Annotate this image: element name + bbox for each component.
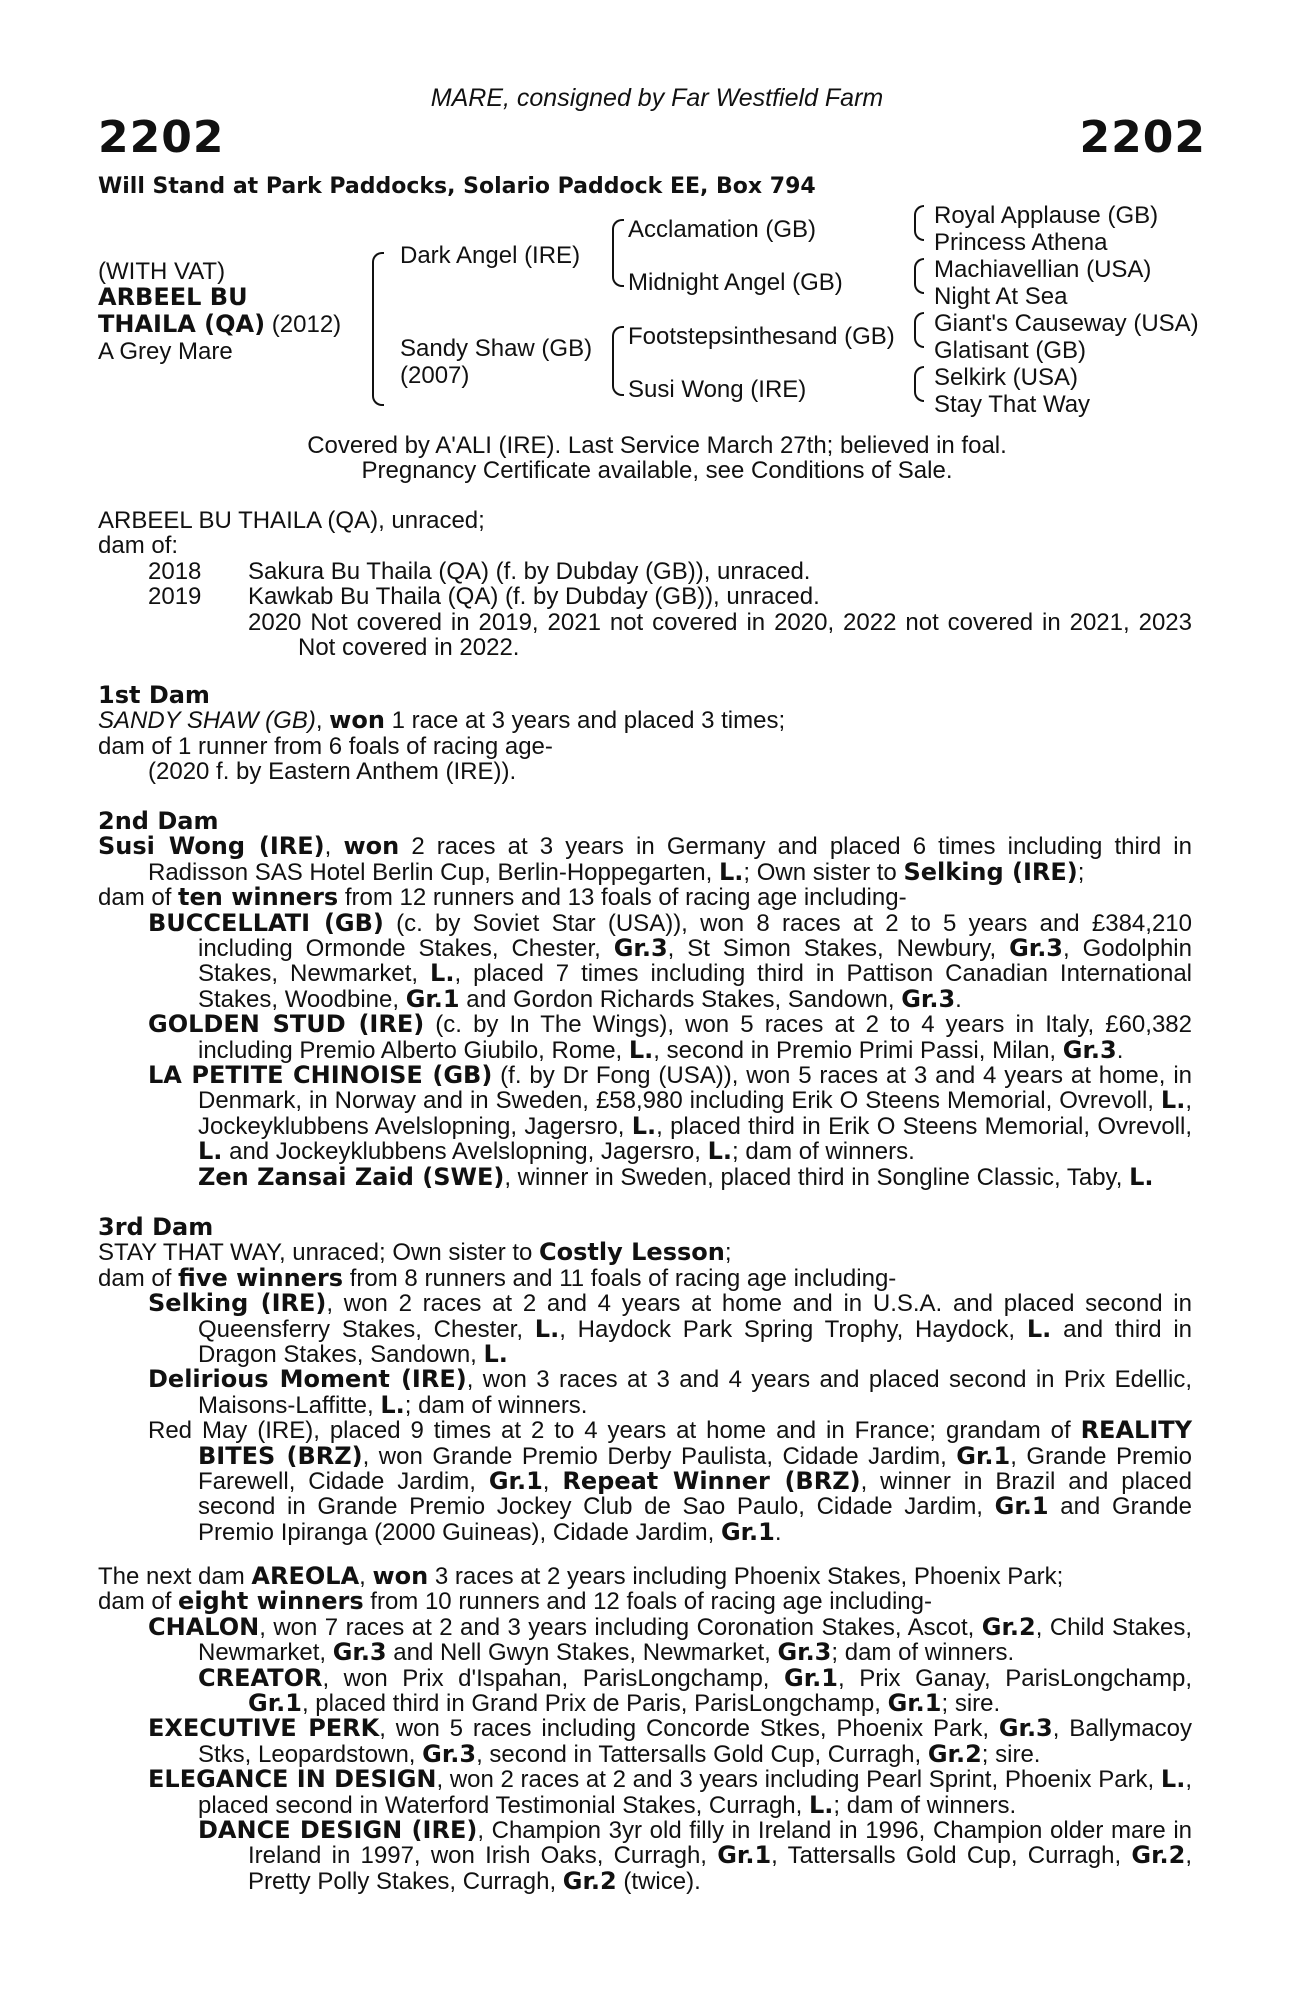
text: , [542,1468,563,1496]
text: , Grande Premio Farewell, Cidade Jardim, [198,1442,1192,1496]
text: 3 races at 2 years including Phoenix Stakes, Phoenix Park; [428,1563,1064,1590]
runner-selking [98,1291,1192,1367]
third-dam-heading: 3rd Dam [98,1213,214,1241]
text: , Godolphin Stakes, Newmarket, [198,935,1192,988]
runner-dance-design [98,1818,1192,1894]
grade: Gr.1 [956,1441,1011,1470]
first-dam-line1 [98,708,1192,733]
text: and third in Dragon Stakes, Sandown, [198,1315,1193,1369]
pedigree-bracket-dam [612,326,624,396]
text: (c. by In The Wings), won 5 races at 2 to 4 years in Italy, £60,382 including Premio Alberto Giubilo, Rome, [198,1011,1192,1064]
text: (c. by Soviet Star (USA)), won 8 races at 2 to 5 years and £384,210 including Ormonde Stakes, Chester, [198,909,1192,963]
runner-name: Repeat Winner (BRZ) [562,1467,861,1496]
text: , Child Stakes, Newmarket, [198,1613,1192,1667]
pedigree-dsd: Glatisant (GB) [934,337,1087,364]
text: The next dam [98,1563,252,1590]
won: won [372,1562,429,1590]
grade: Gr.3 [998,1714,1053,1743]
grade: Gr.2 [927,1739,982,1768]
grade: Gr.1 [405,984,460,1013]
third-dam-damof [98,1263,1192,1292]
second-dam-heading: 2nd Dam [98,807,219,835]
text: , won 7 races at 2 and 3 years including Coronation Stakes, Ascot, [259,1613,982,1641]
winners-count: five winners [178,1263,344,1292]
lot-number-right: 2202 [1079,112,1206,163]
text: (f. by Dr Fong (USA)), won 5 races at 3 and 4 years at home, in Denmark, in Norway and in Sweden, £58,980 including Erik O Steens Memorial, Ovrevoll, [198,1062,1193,1115]
pedigree-sss: Royal Applause (GB) [934,202,1159,229]
text: , second in Premio Primi Passi, Milan, [653,1036,1063,1064]
text: dam of [98,1264,179,1292]
runner-name: CHALON [148,1612,260,1641]
third-dam-line1 [98,1240,1192,1265]
runner-la-petite-chinoise [98,1063,1192,1165]
text: , Haydock Park Spring Trophy, Haydock, [559,1315,1027,1343]
pedigree-sdd: Night At Sea [934,283,1068,310]
next-dam-name: AREOLA [251,1562,360,1590]
grade: Gr.2 [562,1866,617,1895]
pedigree-bracket-sire [612,219,624,287]
grade: L. [1129,1162,1154,1191]
text: , placed third in Erik O Steens Memorial, Ovrevoll, [656,1112,1193,1140]
text: , Champion 3yr old filly in Ireland in 1996, Champion older mare in Ireland in 1997, won Irish Oaks, Curragh, [248,1817,1193,1870]
text: and Gordon Richards Stakes, Sandown, [459,985,902,1013]
horse-description: A Grey Mare [98,338,233,365]
pedigree-dam-year: (2007) [400,362,470,389]
next-dam-damof [98,1589,1192,1614]
text: ; dam of winners. [831,1639,1015,1667]
next-dam-line1 [98,1564,1192,1589]
runner-name: LA PETITE CHINOISE (GB) [148,1061,493,1090]
runner-name: ELEGANCE IN DESIGN [148,1765,437,1794]
runner-name: Zen Zansai Zaid (SWE) [198,1162,505,1191]
text: , placed 7 times including third in Pattison Canadian International Stakes, Woodbine, [198,960,1192,1013]
grade: L. [1026,1314,1052,1343]
runner-elegance-in-design [98,1767,1192,1818]
second-dam-section [98,809,1192,1190]
text: . [1116,1036,1124,1064]
text: , won Grande Premio Derby Paulista, Cidade Jardim, [362,1442,957,1470]
grade: Gr.1 [994,1492,1049,1521]
produce-record [98,508,1192,660]
text: ; [724,1239,732,1267]
text: from 8 runners and 11 foals of racing age including- [343,1264,897,1292]
grade: L. [631,1111,657,1140]
text: ; sire. [941,1690,1001,1718]
pedigree-dds: Selkirk (USA) [934,364,1079,391]
first-dam-section [98,683,1192,785]
won: won [343,832,400,861]
text: , Prix Ganay, ParisLongchamp, [837,1664,1192,1692]
grade: L. [430,959,455,988]
text: , Pretty Polly Stakes, Curragh, [248,1842,1192,1895]
text: Red May (IRE), placed 9 times at 2 to 4 years at home and in France; grandam of [148,1417,1081,1445]
runner-golden-stud [98,1012,1192,1063]
text: , St Simon Stakes, Newbury, [667,935,1010,963]
grade: Gr.3 [422,1739,477,1768]
text: , winner in Brazil and placed second in Grande Premio Jockey Club de Sao Paulo, Cidade Jardim, [198,1468,1192,1521]
text: dam of [98,884,179,912]
grade: Gr.1 [784,1663,838,1692]
text: STAY THAT WAY, unraced; Own sister to [98,1239,540,1267]
stand-location: Will Stand at Park Paddocks, Solario Paddock EE, Box 794 [98,174,816,199]
text: , won 5 races including Concorde Stkes, Phoenix Park, [379,1715,999,1743]
pedigree-bracket-sd [914,258,924,294]
grade: L. [1160,1086,1186,1115]
pedigree-sire: Dark Angel (IRE) [400,242,581,269]
text: . [955,985,962,1013]
text: , Tattersalls Gold Cup, Curragh, [771,1842,1132,1870]
grade: L. [534,1314,560,1343]
produce-note: 2020 Not covered in 2019, 2021 not covered in 2020, 2022 not covered in 2021, 2023 Not covered in 2022. [248,608,1192,662]
grade: Gr.1 [248,1689,302,1718]
runner-name: DANCE DESIGN (IRE) [198,1816,478,1845]
lot-number-left: 2202 [98,112,225,163]
pedigree-sire-dam: Midnight Angel (GB) [628,269,843,296]
pedigree-dam-dam: Susi Wong (IRE) [628,376,807,403]
runner-name: BUCCELLATI (GB) [148,908,384,937]
grade: L. [718,857,744,886]
text: , second in Tattersalls Gold Cup, Curragh, [476,1740,928,1768]
pedigree-bracket-ss [914,205,924,241]
text: ; [1077,858,1085,886]
grade: L. [380,1390,405,1419]
consignment-line: MARE, consigned by Far Westfield Farm [430,84,884,112]
second-dam-name: Susi Wong (IRE) [98,832,325,861]
text: from 10 runners and 12 foals of racing age including- [363,1588,932,1616]
text: ; Own sister to [743,858,904,886]
text: ; sire. [981,1740,1041,1768]
text: , won 3 races at 3 and 4 years and placed second in Prix Edellic, Maisons-Laffitte, [198,1366,1192,1419]
grade: L. [628,1035,654,1064]
first-dam-line3: (2020 f. by Eastern Anthem (IRE)). [148,758,517,786]
grade: Gr.1 [717,1841,772,1870]
grade: L. [707,1137,733,1166]
text: , won 2 races at 2 and 3 years including Pearl Sprint, Phoenix Park, [436,1766,1161,1794]
runner-chalon [98,1612,1192,1667]
produce-year: 2018 [148,557,202,585]
text: ; dam of winners. [833,1791,1017,1819]
pedigree-dam: Sandy Shaw (GB) [400,335,593,362]
produce-row-2018 [98,559,1192,584]
next-dam-section [98,1564,1192,1894]
sister-name: Costly Lesson [539,1238,725,1267]
winners-count: ten winners [178,883,339,912]
third-dam-section [98,1215,1192,1545]
runner-name: REALITY BITES (BRZ) [198,1416,1192,1470]
text: and Nell Gwyn Stakes, Newmarket, [386,1639,778,1667]
covered-line2: Pregnancy Certificate available, see Conditions of Sale. [361,457,953,484]
text: , won Prix d'Ispahan, ParisLongchamp, [322,1664,785,1692]
grade: Gr.3 [901,984,956,1013]
text: ; dam of winners. [732,1138,915,1166]
grade: Gr.1 [887,1689,942,1718]
grade: Gr.3 [777,1638,832,1667]
sep: , [359,1563,373,1590]
first-dam-rest: 1 race at 3 years and placed 3 times; [384,707,786,735]
runner-name: Delirious Moment (IRE) [148,1365,467,1394]
runner-name: EXECUTIVE PERK [148,1714,380,1743]
first-dam-heading: 1st Dam [98,681,210,709]
grade: L. [1160,1765,1186,1794]
grade: Gr.2 [981,1612,1036,1641]
produce-row-2019 [98,584,1192,609]
grade: Gr.1 [720,1517,775,1546]
produce-text: Sakura Bu Thaila (QA) (f. by Dubday (GB)), unraced. [248,557,811,585]
text: ; dam of winners. [404,1391,588,1419]
produce-intro: ARBEEL BU THAILA (QA), unraced; [98,507,485,534]
first-dam-line2: dam of 1 runner from 6 foals of racing age- [98,732,553,760]
text: , placed second in Waterford Testimonial Stakes, Curragh, [198,1766,1192,1819]
horse-name-line2-text: THAILA (QA) [98,310,266,338]
text: , Ballymacoy Stks, Leopardstown, [198,1715,1192,1768]
text: and Grande Premio Ipiranga (2000 Guineas), Cidade Jardim, [198,1493,1192,1546]
grade: Gr.1 [488,1467,543,1496]
text: , placed third in Grand Prix de Paris, ParisLongchamp, [301,1690,888,1718]
produce-text: Kawkab Bu Thaila (QA) (f. by Dubday (GB)), unraced. [248,583,820,611]
pedigree-dam-sire: Footstepsinthesand (GB) [628,323,895,350]
winners-count: eight winners [178,1587,364,1616]
grade: L. [808,1790,834,1819]
pedigree-bracket-dd [914,366,924,402]
second-dam-damof [98,885,1192,910]
grade: Gr.2 [1131,1841,1186,1870]
text: , won 2 races at 2 and 4 years at home and in U.S.A. and placed second in Queensferry Stakes, Chester, [198,1290,1192,1343]
horse-year: (2012) [271,311,342,338]
runner-buccellati [98,908,1192,1013]
grade: Gr.3 [1062,1035,1117,1064]
grade: Gr.3 [332,1638,387,1667]
sep: , [315,707,330,735]
runner-name: Selking (IRE) [148,1289,327,1318]
covered-line1: Covered by A'ALI (IRE). Last Service March 27th; believed in foal. [307,432,1007,459]
pedigree-bracket-main [372,252,384,406]
runner-creator [98,1663,1192,1718]
grade: L. [198,1137,223,1166]
text: 2 races at 3 years in Germany and placed 6 times including third in Radisson SAS Hotel Berlin Cup, Berlin-Hoppegarten, [148,833,1192,886]
horse-name-line1: ARBEEL BU [98,283,248,311]
horse-name-line2 [98,310,341,339]
text: (twice). [616,1867,701,1895]
produce-year: 2019 [148,583,202,611]
grade: L. [483,1340,508,1369]
grade: Gr.3 [1009,934,1064,963]
sister-name: Selking (IRE) [903,857,1078,886]
runner-delirious-moment [98,1367,1192,1418]
vat-label: (WITH VAT) [98,258,226,285]
text: , winner in Sweden, placed third in Songline Classic, Taby, [504,1163,1130,1191]
text: and Jockeyklubbens Avelslopning, Jagersro, [222,1138,708,1166]
first-dam-name: SANDY SHAW (GB) [98,707,316,735]
second-dam-para [98,834,1192,885]
text: dam of [98,1588,179,1616]
text: . [774,1518,782,1546]
runner-executive-perk [98,1716,1192,1767]
pedigree-sire-sire: Acclamation (GB) [628,216,817,243]
runner-red-may [98,1418,1192,1545]
pedigree-ddd: Stay That Way [934,391,1091,418]
pedigree-ssd: Princess Athena [934,229,1108,256]
produce-dam-of: dam of: [98,532,179,560]
text: from 12 runners and 13 foals of racing age including- [338,884,907,912]
text: , Jockeyklubbens Avelslopning, Jagersro, [198,1087,1192,1140]
grade: Gr.3 [613,934,668,963]
runner-name: GOLDEN STUD (IRE) [148,1010,425,1039]
pedigree-dss: Giant's Causeway (USA) [934,310,1199,337]
pedigree-bracket-ds [914,312,924,348]
sep: , [324,833,344,861]
runner-zen-zansai-zaid [98,1162,1192,1191]
won: won [329,706,385,735]
pedigree-sds: Machiavellian (USA) [934,256,1152,283]
runner-name: CREATOR [198,1663,323,1692]
